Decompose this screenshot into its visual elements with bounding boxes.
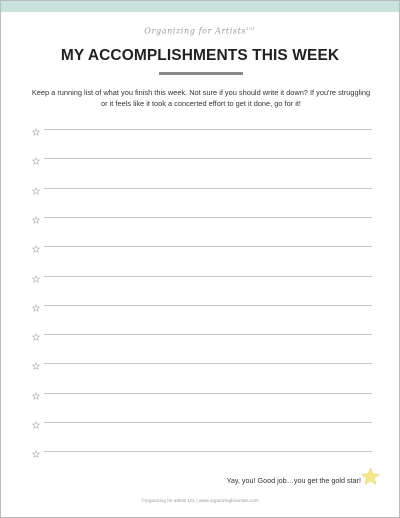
accomplishment-line[interactable] bbox=[32, 152, 372, 164]
title-underline bbox=[159, 72, 243, 75]
accomplishment-line[interactable] bbox=[32, 328, 372, 340]
writing-rule bbox=[44, 422, 372, 423]
writing-rule bbox=[44, 246, 372, 247]
outline-star-icon bbox=[32, 182, 40, 190]
accomplishment-line[interactable] bbox=[32, 357, 372, 369]
outline-star-icon bbox=[32, 416, 40, 424]
outline-star-icon bbox=[32, 445, 40, 453]
accomplishment-line[interactable] bbox=[32, 270, 372, 282]
gold-star-icon bbox=[361, 467, 380, 486]
writing-rule bbox=[44, 363, 372, 364]
brand-name: Organizing for Artists bbox=[144, 26, 247, 36]
accomplishment-line[interactable] bbox=[32, 445, 372, 457]
intro-paragraph: Keep a running list of what you finish this week. Not sure if you should write it down? If you're struggling or it feels like it took a concerted effort to get it done, go for it! bbox=[31, 88, 371, 108]
outline-star-icon bbox=[32, 123, 40, 131]
page-title: MY ACCOMPLISHMENTS THIS WEEK bbox=[60, 47, 340, 64]
outline-star-icon bbox=[32, 357, 40, 365]
accomplishment-line[interactable] bbox=[32, 299, 372, 311]
writing-rule bbox=[44, 334, 372, 335]
outline-star-icon bbox=[32, 270, 40, 278]
outline-star-icon bbox=[32, 152, 40, 160]
page-footer: ©organizing for artists 101 | www.organizingforartists.com bbox=[141, 498, 259, 503]
outline-star-icon bbox=[32, 299, 40, 307]
accomplishment-line[interactable] bbox=[32, 240, 372, 252]
accomplishment-line[interactable] bbox=[32, 416, 372, 428]
writing-rule bbox=[44, 158, 372, 159]
writing-rule bbox=[44, 305, 372, 306]
outline-star-icon bbox=[32, 328, 40, 336]
writing-rule bbox=[44, 129, 372, 130]
accomplishment-line[interactable] bbox=[32, 123, 372, 135]
closing-message: Yay, you! Good job…you get the gold star! bbox=[226, 476, 361, 485]
outline-star-icon bbox=[32, 211, 40, 219]
accomplishment-line[interactable] bbox=[32, 387, 372, 399]
outline-star-icon bbox=[32, 387, 40, 395]
writing-rule bbox=[44, 276, 372, 277]
brand-mark: 101 bbox=[246, 26, 256, 31]
accomplishment-line[interactable] bbox=[32, 211, 372, 223]
outline-star-icon bbox=[32, 240, 40, 248]
brand-logo bbox=[1, 26, 399, 36]
writing-rule bbox=[44, 188, 372, 189]
accomplishment-line[interactable] bbox=[32, 182, 372, 194]
writing-rule bbox=[44, 393, 372, 394]
writing-rule bbox=[44, 451, 372, 452]
top-color-band bbox=[1, 1, 399, 12]
writing-rule bbox=[44, 217, 372, 218]
